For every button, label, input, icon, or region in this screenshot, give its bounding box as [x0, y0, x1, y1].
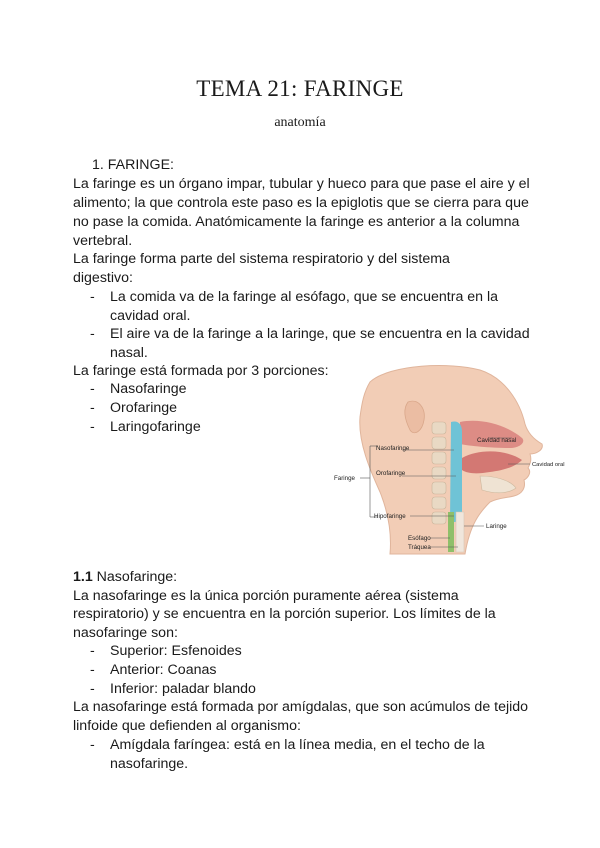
label-traquea: Tráquea: [408, 544, 431, 551]
bullet-dash: -: [90, 643, 95, 659]
bullet-dash: -: [90, 326, 95, 342]
label-hipofaringe: Hipofaringe: [374, 513, 406, 520]
section-heading: 1. FARINGE:: [92, 157, 174, 173]
document-subtitle: anatomía: [274, 115, 326, 130]
label-orofaringe: Orofaringe: [376, 470, 406, 477]
list-item-line: El aire va de la faringe a la laringe, que se encuentra en la cavidad: [110, 326, 530, 342]
list-item-line: nasofaringe.: [110, 756, 189, 772]
body-line: La nasofaringe está formada por amígdalas, que son acúmulos de tejido: [73, 699, 529, 715]
list-item-line: Inferior: paladar blando: [110, 681, 256, 697]
list-item: [90, 418, 290, 437]
bullet-dash: -: [90, 737, 95, 753]
body-line: digestivo:: [73, 270, 133, 286]
trachea-tube: [456, 512, 464, 552]
list-item-line: nasal.: [110, 345, 148, 361]
list-item-line: Amígdala faríngea: está en la línea media, en el techo de la: [110, 737, 485, 753]
bullet-dash: -: [90, 381, 95, 397]
list-item: [90, 736, 550, 774]
list-item: [90, 642, 390, 661]
body-line: La faringe forma parte del sistema respiratorio y del sistema: [73, 251, 450, 267]
list-item: [90, 325, 550, 363]
label-cavidad-oral: Cavidad oral: [532, 462, 565, 468]
list-item-line: Anterior: Coanas: [110, 662, 217, 678]
body-line: respiratorio) y se encuentra en la porción superior. Los límites de la: [73, 606, 496, 622]
list-item: [90, 399, 290, 418]
cervical-spine: [432, 422, 446, 524]
body-line: nasofaringe son:: [73, 625, 178, 641]
section-heading-text: Nasofaringe:: [92, 569, 178, 585]
list-item-line: cavidad oral.: [110, 308, 191, 324]
body-line: no pase la comida. Anatómicamente la faringe es anterior a la columna: [73, 214, 520, 230]
label-laringe: Laringe: [486, 523, 507, 530]
list-item: [90, 380, 290, 399]
list-item-line: Orofaringe: [110, 400, 178, 416]
body-line: La nasofaringe es la única porción puramente aérea (sistema: [73, 588, 459, 604]
body-line: vertebral.: [73, 233, 133, 249]
body-line: La faringe es un órgano impar, tubular y hueco para que pase el aire y el: [73, 176, 530, 192]
section-heading: [73, 568, 177, 587]
pharynx-anatomy-figure: [330, 362, 565, 554]
list-item-line: Laringofaringe: [110, 419, 201, 435]
list-item: [90, 288, 550, 326]
body-line: linfoide que defienden al organismo:: [73, 718, 301, 734]
bullet-dash: -: [90, 419, 95, 435]
list-item: [90, 661, 390, 680]
label-cavidad-nasal: Cavidad nasal: [477, 437, 517, 444]
esophagus-tube: [448, 512, 454, 552]
document-title: TEMA 21: FARINGE: [196, 76, 404, 101]
bullet-dash: -: [90, 662, 95, 678]
bullet-dash: -: [90, 289, 95, 305]
list-item: [90, 680, 390, 699]
body-line: La faringe está formada por 3 porciones:: [73, 363, 329, 379]
label-nasofaringe: Nasofaringe: [376, 445, 410, 452]
body-line: alimento; la que controla este paso es la epiglotis que se cierra para que: [73, 195, 529, 211]
bullet-dash: -: [90, 681, 95, 697]
list-item-line: Superior: Esfenoides: [110, 643, 242, 659]
section-number: 1.1: [73, 569, 93, 585]
label-faringe: Faringe: [334, 475, 355, 482]
list-item-line: Nasofaringe: [110, 381, 187, 397]
list-item-line: La comida va de la faringe al esófago, que se encuentra en la: [110, 289, 499, 305]
bullet-dash: -: [90, 400, 95, 416]
label-esofago: Esófago: [408, 535, 431, 542]
pharynx-tube: [450, 421, 462, 522]
